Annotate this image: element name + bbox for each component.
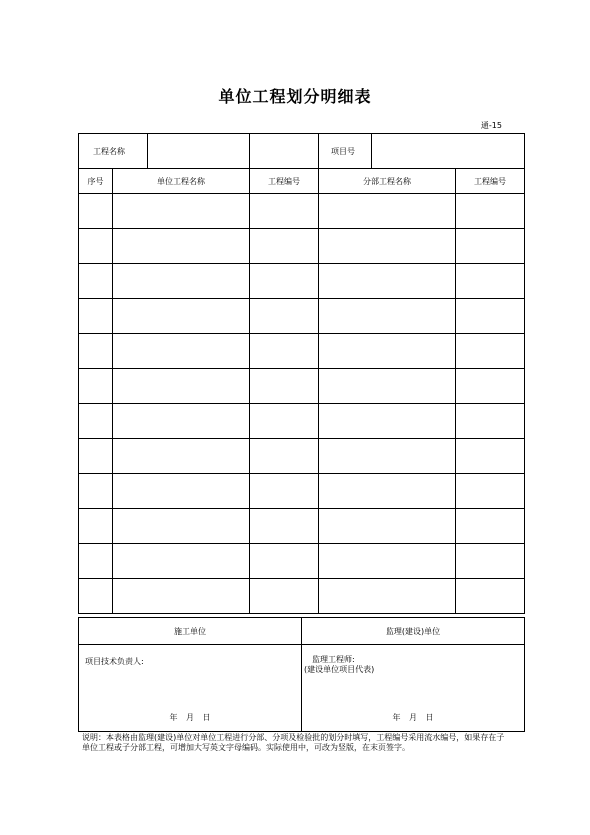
table-row xyxy=(79,509,525,544)
col-header-unit-name: 单位工程名称 xyxy=(113,169,250,194)
supervisor-role-label xyxy=(304,655,375,675)
table-cell[interactable] xyxy=(113,579,250,614)
table-cell[interactable] xyxy=(456,229,525,264)
table-cell[interactable] xyxy=(250,509,319,544)
table-cell[interactable] xyxy=(79,369,113,404)
table-cell[interactable] xyxy=(319,509,456,544)
supervisor-sign-area[interactable] xyxy=(302,645,525,732)
table-cell[interactable] xyxy=(319,579,456,614)
table-cell[interactable] xyxy=(319,299,456,334)
table-row xyxy=(79,264,525,299)
table-cell[interactable] xyxy=(319,334,456,369)
form-code: 通-15 xyxy=(480,121,502,130)
table-row xyxy=(79,194,525,229)
table-cell[interactable] xyxy=(319,194,456,229)
project-info-row xyxy=(79,134,525,169)
table-cell[interactable] xyxy=(456,509,525,544)
table-row xyxy=(79,579,525,614)
table-cell[interactable] xyxy=(456,299,525,334)
table-cell[interactable] xyxy=(319,369,456,404)
project-name-cell xyxy=(79,134,250,169)
table-cell[interactable] xyxy=(79,299,113,334)
table-cell[interactable] xyxy=(79,264,113,299)
division-table xyxy=(78,133,525,614)
table-cell[interactable] xyxy=(250,544,319,579)
supervisor-date: 年 月 日 xyxy=(392,713,434,722)
table-cell[interactable] xyxy=(319,474,456,509)
table-cell[interactable] xyxy=(250,404,319,439)
table-cell[interactable] xyxy=(250,264,319,299)
table-row xyxy=(79,544,525,579)
table-row xyxy=(79,229,525,264)
supervisor-role-line2: (建设单位项目代表) xyxy=(304,665,375,674)
table-cell[interactable] xyxy=(79,194,113,229)
table-cell[interactable] xyxy=(79,474,113,509)
item-no-field[interactable] xyxy=(371,134,524,168)
col-header-unit-code: 工程编号 xyxy=(250,169,319,194)
table-cell[interactable] xyxy=(79,439,113,474)
table-cell[interactable] xyxy=(456,474,525,509)
table-cell[interactable] xyxy=(456,579,525,614)
table-cell[interactable] xyxy=(79,544,113,579)
table-cell[interactable] xyxy=(456,544,525,579)
table-cell[interactable] xyxy=(113,334,250,369)
table-cell[interactable] xyxy=(250,334,319,369)
table-cell[interactable] xyxy=(250,439,319,474)
supervisor-header: 监理(建设)单位 xyxy=(302,618,525,645)
table-cell[interactable] xyxy=(79,509,113,544)
table-cell[interactable] xyxy=(79,229,113,264)
table-row xyxy=(79,474,525,509)
col-header-division-code: 工程编号 xyxy=(456,169,525,194)
col-header-division-name: 分部工程名称 xyxy=(319,169,456,194)
table-cell[interactable] xyxy=(456,264,525,299)
signature-table xyxy=(78,617,525,732)
table-cell[interactable] xyxy=(113,404,250,439)
table-cell[interactable] xyxy=(456,404,525,439)
contractor-date: 年 月 日 xyxy=(169,713,211,722)
table-cell[interactable] xyxy=(319,439,456,474)
page-title: 单位工程划分明细表 xyxy=(218,87,372,106)
table-cell[interactable] xyxy=(79,334,113,369)
table-row xyxy=(79,334,525,369)
table-row xyxy=(79,404,525,439)
contractor-sign-area[interactable] xyxy=(79,645,302,732)
table-cell[interactable] xyxy=(319,229,456,264)
table-cell[interactable] xyxy=(113,264,250,299)
item-no-label: 项目号 xyxy=(331,146,355,156)
supervisor-role-line1: 监理工程师: xyxy=(312,655,355,664)
table-cell[interactable] xyxy=(456,334,525,369)
project-name-label: 工程名称 xyxy=(93,146,125,156)
table-cell[interactable] xyxy=(250,369,319,404)
table-cell[interactable] xyxy=(113,369,250,404)
table-cell[interactable] xyxy=(456,194,525,229)
contractor-header: 施工单位 xyxy=(79,618,302,645)
table-cell[interactable] xyxy=(250,194,319,229)
table-cell[interactable] xyxy=(319,264,456,299)
table-cell[interactable] xyxy=(319,544,456,579)
table-cell[interactable] xyxy=(113,194,250,229)
project-name-field[interactable] xyxy=(147,134,249,168)
table-cell[interactable] xyxy=(79,404,113,439)
item-no-cell xyxy=(319,134,525,169)
table-cell[interactable] xyxy=(250,579,319,614)
table-cell[interactable] xyxy=(456,439,525,474)
table-cell[interactable] xyxy=(113,229,250,264)
table-row xyxy=(79,299,525,334)
contractor-role-label: 项目技术负责人: xyxy=(85,657,144,666)
table-row xyxy=(79,439,525,474)
instruction-note: 说明：本表格由监理(建设)单位对单位工程进行分部、分项及检验批的划分时填写，工程编号采用流水编号，如果存在子单位工程或子分部工程，可增加大写英文字母编码。实际使用中，可改为竖版，在末页签字。 xyxy=(82,733,505,752)
table-cell[interactable] xyxy=(319,404,456,439)
table-cell[interactable] xyxy=(250,299,319,334)
table-header-row xyxy=(79,169,525,194)
table-cell[interactable] xyxy=(113,299,250,334)
table-cell[interactable] xyxy=(113,544,250,579)
table-cell[interactable] xyxy=(250,474,319,509)
table-cell[interactable] xyxy=(250,229,319,264)
table-cell[interactable] xyxy=(113,509,250,544)
table-row xyxy=(79,369,525,404)
table-cell[interactable] xyxy=(113,439,250,474)
table-cell[interactable] xyxy=(79,579,113,614)
col-header-index: 序号 xyxy=(79,169,113,194)
table-cell[interactable] xyxy=(456,369,525,404)
table-cell[interactable] xyxy=(113,474,250,509)
